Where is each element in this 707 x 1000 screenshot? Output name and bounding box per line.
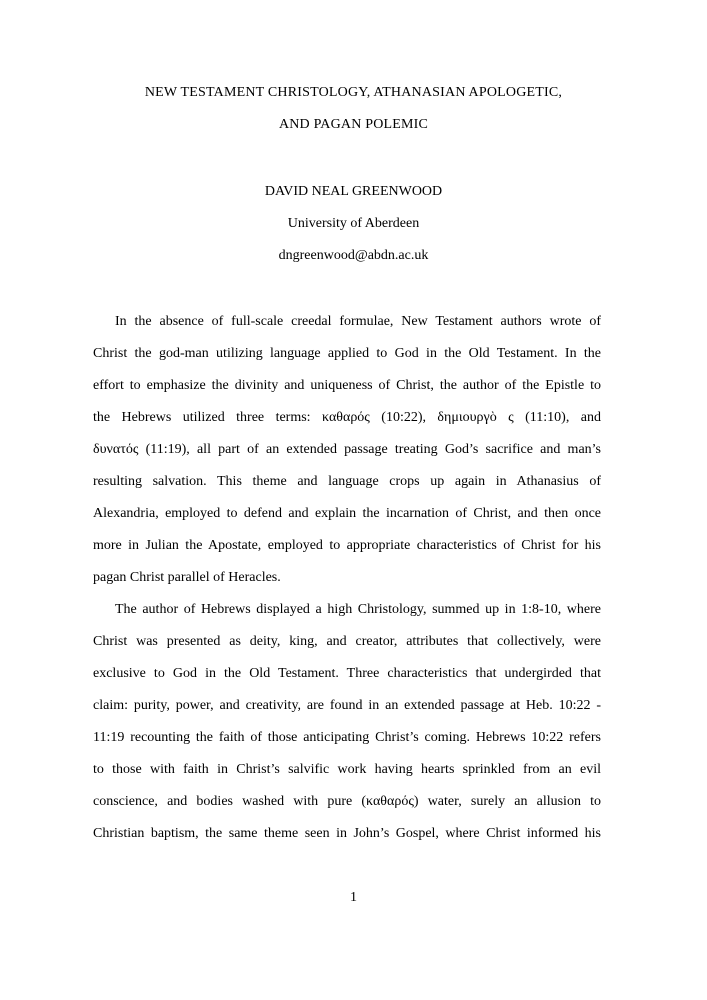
body-line: In the absence of full-scale creedal formulae, New Testament authors wrote of [115, 314, 601, 329]
paper-title-line-2: AND PAGAN POLEMIC [278, 117, 429, 132]
body-line: The author of Hebrews displayed a high Christology, summed up in 1:8-10, where [115, 602, 601, 617]
body-line: pagan Christ parallel of Heracles. [93, 570, 281, 585]
paper-title-line-1: NEW TESTAMENT CHRISTOLOGY, ATHANASIAN APOLOGETIC, [144, 85, 563, 100]
body-line: Christ was presented as deity, king, and creator, attributes that collectively, were [93, 634, 601, 649]
body-line: 11:19 recounting the faith of those anticipating Christ’s coming. Hebrews 10:22 refers [93, 730, 601, 745]
body-line: resulting salvation. This theme and language crops up again in Athanasius of [93, 474, 601, 489]
body-text [93, 306, 601, 850]
body-line: Christ the god-man utilizing language applied to God in the Old Testament. In the [93, 346, 601, 361]
body-line: conscience, and bodies washed with pure (καθαρός) water, surely an allusion to [93, 794, 601, 809]
body-line: effort to emphasize the divinity and uniqueness of Christ, the author of the Epistle to [93, 378, 601, 393]
body-line: to those with faith in Christ’s salvific work having hearts sprinkled from an evil [93, 762, 601, 777]
author-email: dngreenwood@abdn.ac.uk [278, 248, 429, 263]
page-number: 1 [350, 890, 357, 905]
body-line: the Hebrews utilized three terms: καθαρός (10:22), δημιουργὸ ς (11:10), and [93, 410, 601, 425]
paper-title [0, 77, 707, 141]
body-line: more in Julian the Apostate, employed to appropriate characteristics of Christ for his [93, 538, 601, 553]
body-line: exclusive to God in the Old Testament. Three characteristics that undergirded that [93, 666, 601, 681]
author-name: DAVID NEAL GREENWOOD [264, 184, 443, 199]
body-line: δυνατός (11:19), all part of an extended passage treating God’s sacrifice and man’s [93, 442, 601, 457]
author-affiliation: University of Aberdeen [287, 216, 420, 231]
body-line: Alexandria, employed to defend and explain the incarnation of Christ, and then once [93, 506, 601, 521]
body-line: claim: purity, power, and creativity, are found in an extended passage at Heb. 10:22 - [93, 698, 601, 713]
body-line: Christian baptism, the same theme seen in John’s Gospel, where Christ informed his [93, 826, 601, 841]
author-block [0, 176, 707, 272]
